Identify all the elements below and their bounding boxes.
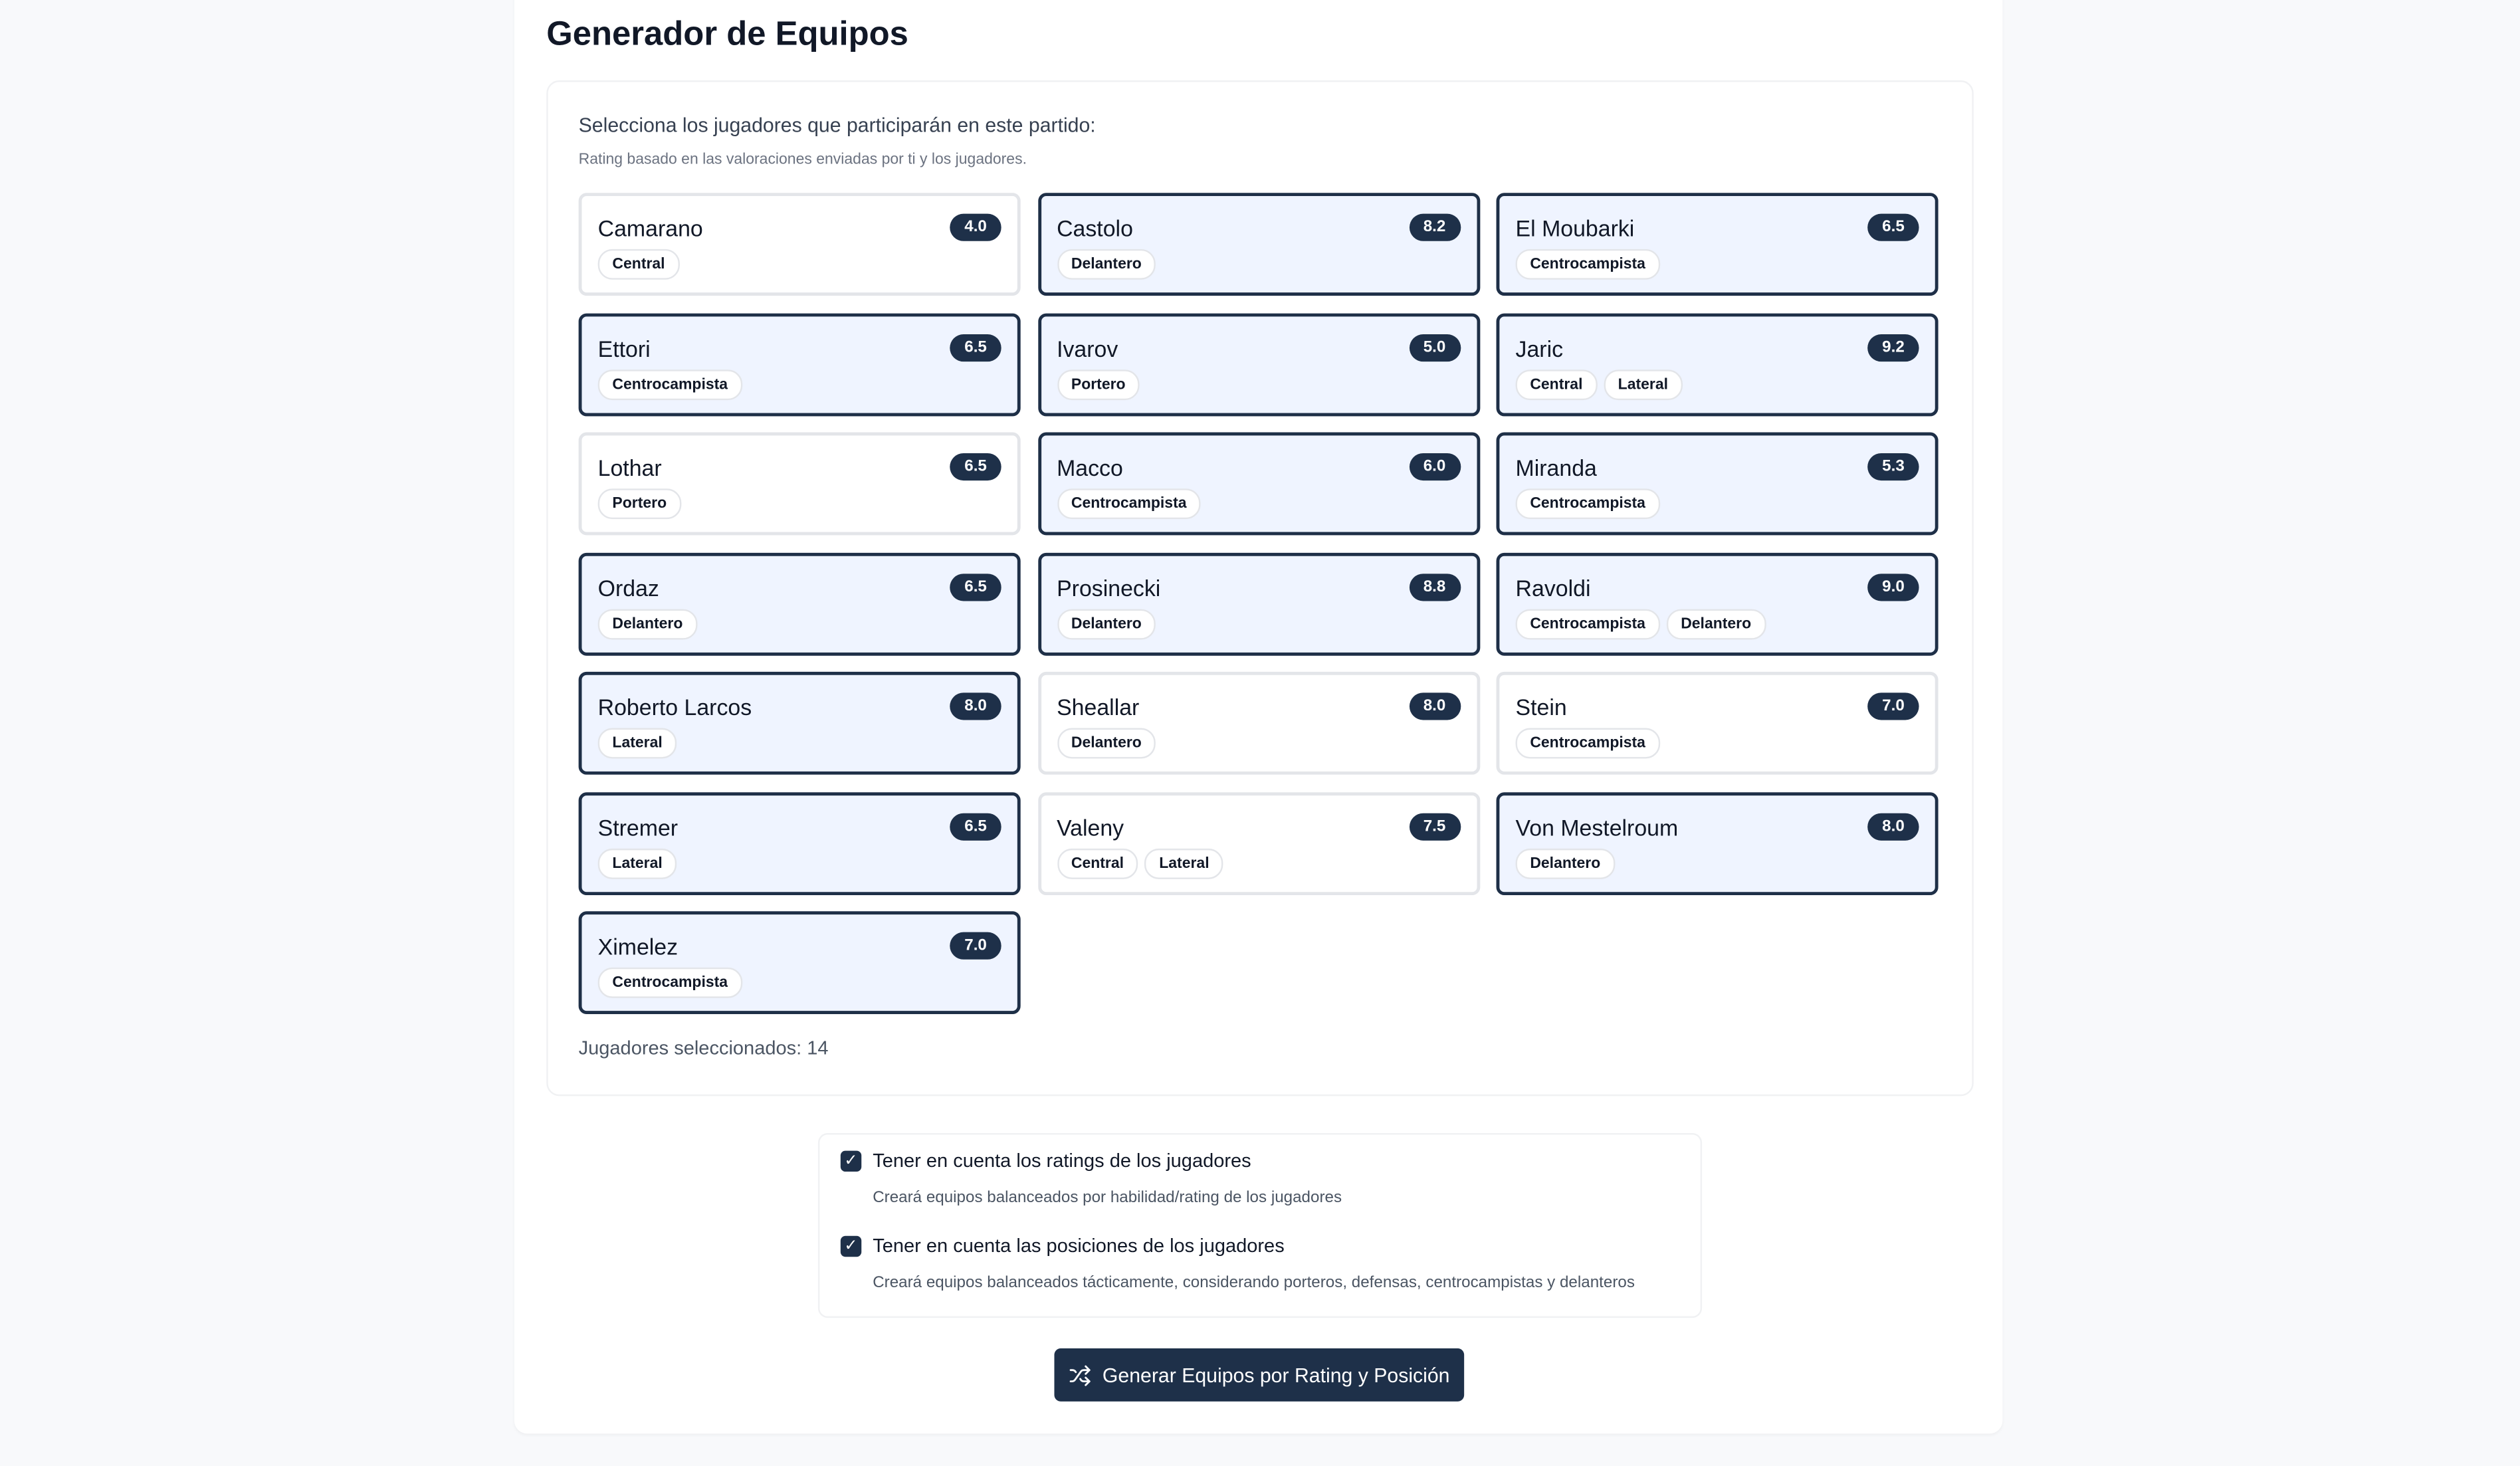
- intro-text: Selecciona los jugadores que participarán en este partido:: [578, 114, 1096, 137]
- option-positions[interactable]: [841, 1234, 1285, 1257]
- position-tag: Central: [1057, 848, 1138, 879]
- player-name: Ximelez: [597, 934, 679, 960]
- position-tags: [1057, 608, 1156, 639]
- option-description: Creará equipos balanceados tácticamente, considerando porteros, defensas, centrocampistas y delanteros: [873, 1274, 1635, 1293]
- position-tag: Lateral: [598, 848, 677, 879]
- rating-badge: 7.5: [1409, 813, 1460, 840]
- position-tag: Central: [598, 249, 680, 280]
- player-card[interactable]: [1037, 791, 1479, 894]
- position-tag: Lateral: [1604, 369, 1683, 399]
- position-tags: [1057, 249, 1156, 280]
- position-tags: [1516, 249, 1660, 280]
- player-card[interactable]: [1037, 672, 1479, 775]
- position-tags: [598, 968, 742, 998]
- player-card[interactable]: [1497, 312, 1939, 415]
- position-tags: [1057, 369, 1140, 399]
- player-name: Ettori: [597, 335, 651, 361]
- option-ratings[interactable]: [841, 1149, 1251, 1172]
- player-card[interactable]: [1497, 791, 1939, 894]
- player-card[interactable]: [1037, 433, 1479, 536]
- player-name: Macco: [1057, 455, 1123, 481]
- rating-badge: 9.2: [1867, 334, 1919, 361]
- position-tags: [1516, 848, 1616, 879]
- position-tag: Centrocampista: [1516, 728, 1660, 759]
- rating-badge: 6.5: [950, 573, 1001, 600]
- rating-badge: 6.5: [950, 453, 1001, 480]
- player-name: Jaric: [1515, 335, 1564, 361]
- position-tag: Portero: [1057, 369, 1140, 399]
- player-card[interactable]: [579, 791, 1021, 894]
- checkbox-checked-icon[interactable]: ✓: [841, 1150, 861, 1170]
- rating-badge: 6.0: [1409, 453, 1460, 480]
- player-card[interactable]: [579, 672, 1021, 775]
- player-name: Miranda: [1515, 455, 1597, 481]
- rating-badge: 9.0: [1867, 573, 1919, 600]
- rating-badge: 7.0: [950, 932, 1001, 960]
- position-tag: Delantero: [1057, 728, 1156, 759]
- position-tag: Centrocampista: [1057, 488, 1201, 519]
- position-tag: Delantero: [1057, 249, 1156, 280]
- player-card[interactable]: [1497, 433, 1939, 536]
- player-name: Ordaz: [597, 574, 659, 601]
- page-title: Generador de Equipos: [546, 16, 908, 53]
- position-tag: Centrocampista: [1516, 488, 1660, 519]
- position-tag: Centrocampista: [1516, 249, 1660, 280]
- rating-badge: 7.0: [1867, 692, 1919, 720]
- shuffle-icon: [1069, 1364, 1091, 1386]
- player-card[interactable]: [1037, 312, 1479, 415]
- player-grid: [579, 193, 1939, 1014]
- rating-note: Rating basado en las valoraciones enviadas por ti y los jugadores.: [578, 151, 1027, 169]
- option-label: Tener en cuenta las posiciones de los jugadores: [873, 1234, 1285, 1257]
- player-name: Camarano: [597, 215, 703, 241]
- player-card[interactable]: [1497, 193, 1939, 296]
- player-card[interactable]: [579, 312, 1021, 415]
- rating-badge: 8.0: [950, 692, 1001, 720]
- checkbox-checked-icon[interactable]: ✓: [841, 1235, 861, 1256]
- generate-teams-button[interactable]: [1054, 1348, 1464, 1402]
- rating-badge: 4.0: [950, 214, 1001, 241]
- position-tags: [1057, 728, 1156, 759]
- player-name: Sheallar: [1057, 694, 1140, 720]
- position-tag: Delantero: [1057, 608, 1156, 639]
- position-tag: Central: [1516, 369, 1598, 399]
- position-tag: Lateral: [598, 728, 677, 759]
- rating-badge: 5.0: [1409, 334, 1460, 361]
- position-tags: [1516, 369, 1683, 399]
- player-card[interactable]: [579, 911, 1021, 1014]
- player-card[interactable]: [1037, 193, 1479, 296]
- position-tags: [598, 848, 677, 879]
- player-name: Stein: [1515, 694, 1567, 720]
- player-card[interactable]: [579, 552, 1021, 655]
- position-tags: [598, 369, 742, 399]
- player-name: Roberto Larcos: [597, 694, 752, 720]
- position-tags: [598, 728, 677, 759]
- position-tags: [1057, 848, 1223, 879]
- player-name: Von Mestelroum: [1515, 813, 1679, 840]
- player-name: Castolo: [1057, 215, 1133, 241]
- selected-count: Jugadores seleccionados: 14: [578, 1036, 829, 1059]
- position-tag: Lateral: [1144, 848, 1223, 879]
- player-name: Ravoldi: [1515, 574, 1591, 601]
- rating-badge: 6.5: [950, 813, 1001, 840]
- position-tag: Centrocampista: [598, 369, 742, 399]
- rating-badge: 8.2: [1409, 214, 1460, 241]
- position-tags: [1516, 608, 1766, 639]
- player-name: Lothar: [597, 455, 662, 481]
- player-card[interactable]: [1497, 672, 1939, 775]
- rating-badge: 8.0: [1867, 813, 1919, 840]
- player-name: Stremer: [597, 813, 679, 840]
- position-tags: [598, 608, 698, 639]
- rating-badge: 6.5: [1867, 214, 1919, 241]
- player-card[interactable]: [579, 433, 1021, 536]
- player-card[interactable]: [1497, 552, 1939, 655]
- position-tags: [1516, 728, 1660, 759]
- player-name: Valeny: [1057, 813, 1124, 840]
- position-tags: [1057, 488, 1201, 519]
- position-tag: Portero: [598, 488, 681, 519]
- option-description: Creará equipos balanceados por habilidad/rating de los jugadores: [873, 1189, 1342, 1207]
- position-tag: Delantero: [1666, 608, 1766, 639]
- player-name: El Moubarki: [1515, 215, 1635, 241]
- position-tag: Delantero: [598, 608, 698, 639]
- option-label: Tener en cuenta los ratings de los jugadores: [873, 1149, 1251, 1172]
- rating-badge: 5.3: [1867, 453, 1919, 480]
- rating-badge: 8.0: [1409, 692, 1460, 720]
- player-card[interactable]: [579, 193, 1021, 296]
- position-tag: Centrocampista: [598, 968, 742, 998]
- rating-badge: 6.5: [950, 334, 1001, 361]
- player-name: Prosinecki: [1057, 574, 1161, 601]
- rating-badge: 8.8: [1409, 573, 1460, 600]
- position-tag: Centrocampista: [1516, 608, 1660, 639]
- generate-button-label: Generar Equipos por Rating y Posición: [1102, 1364, 1450, 1386]
- player-name: Ivarov: [1057, 335, 1118, 361]
- position-tags: [598, 488, 681, 519]
- position-tag: Delantero: [1516, 848, 1616, 879]
- player-card[interactable]: [1037, 552, 1479, 655]
- position-tags: [598, 249, 680, 280]
- position-tags: [1516, 488, 1660, 519]
